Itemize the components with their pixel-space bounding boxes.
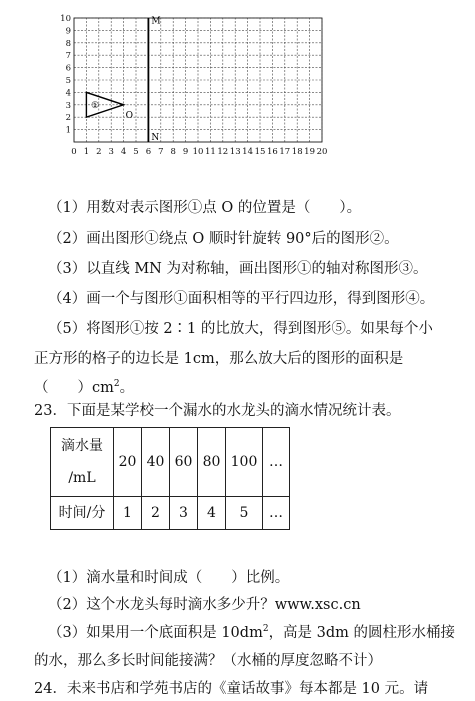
drip-stats-table bbox=[50, 427, 290, 530]
table-cell: 5 bbox=[226, 497, 263, 530]
q22-item-5: （5）将图形①按 2∶1 的比放大，得到图形⑤。如果每个小 bbox=[48, 321, 433, 337]
row-header-drip bbox=[51, 428, 114, 497]
q23-title: 23．下面是某学校一个漏水的水龙头的滴水情况统计表。 bbox=[34, 403, 401, 419]
x-tick-label: 14 bbox=[242, 147, 254, 157]
grid-svg bbox=[54, 8, 329, 160]
x-tick-label: 7 bbox=[158, 147, 164, 157]
y-tick-label: 1 bbox=[65, 125, 71, 136]
table-cell: … bbox=[263, 497, 290, 530]
x-tick-label: 9 bbox=[182, 147, 189, 157]
table-row bbox=[51, 428, 290, 497]
q23-item-2: （2）这个水龙头每时滴水多少升？www.xsc.cn bbox=[48, 597, 361, 613]
x-tick-label: 6 bbox=[145, 147, 152, 157]
x-tick-label: 3 bbox=[108, 147, 114, 157]
table-cell: 3 bbox=[170, 497, 198, 530]
q22-item-4: （4）画一个与图形①面积相等的平行四边形，得到图形④。 bbox=[48, 291, 435, 307]
end-punct: 。 bbox=[119, 380, 135, 396]
table-cell: 1 bbox=[114, 497, 142, 530]
table-cell: 4 bbox=[198, 497, 226, 530]
x-tick-label: 18 bbox=[291, 147, 303, 157]
y-tick-label: 7 bbox=[65, 51, 71, 62]
unit-superscript: 2 bbox=[262, 624, 269, 635]
y-tick-label: 6 bbox=[65, 63, 71, 74]
x-tick-label: 12 bbox=[217, 147, 229, 157]
x-tick-label: 16 bbox=[266, 147, 278, 157]
q22-item-2: （2）画出图形①绕点 O 顺时针旋转 90°后的图形②。 bbox=[48, 231, 399, 247]
label-m: M bbox=[151, 16, 161, 27]
answer-blank: （ ）cm bbox=[34, 380, 114, 396]
y-tick-label: 2 bbox=[65, 113, 71, 124]
x-tick-label: 11 bbox=[204, 147, 216, 157]
table-cell: 20 bbox=[114, 428, 142, 497]
q23-item-3-b: ，高是 3dm 的圆柱形水桶接 bbox=[268, 625, 456, 641]
x-tick-label: 19 bbox=[304, 147, 316, 157]
y-tick-label: 10 bbox=[60, 14, 71, 24]
x-tick-label: 5 bbox=[133, 147, 139, 157]
table-cell: 60 bbox=[170, 428, 198, 497]
q23-item-3-a: （3）如果用一个底面积是 10dm bbox=[48, 625, 263, 641]
row-header-time: 时间/分 bbox=[51, 497, 114, 530]
row-header-drip-line1: 滴水量 bbox=[61, 438, 103, 454]
x-tick-label: 13 bbox=[229, 147, 241, 157]
x-tick-label: 0 bbox=[71, 147, 77, 157]
q22-item-5-answer bbox=[34, 378, 134, 398]
label-n: N bbox=[151, 133, 160, 143]
table-cell: … bbox=[263, 428, 290, 497]
coordinate-grid-figure bbox=[54, 8, 329, 160]
x-tick-label: 20 bbox=[316, 147, 328, 157]
x-tick-label: 17 bbox=[279, 147, 291, 157]
q23-item-1: （1）滴水量和时间成（ ）比例。 bbox=[48, 570, 290, 586]
unit-superscript: 2 bbox=[113, 379, 120, 390]
q23-item-3-cont: 的水，那么多长时间能接满？（水桶的厚度忽略不计） bbox=[34, 653, 382, 669]
point-o-label: O bbox=[125, 110, 133, 121]
table-cell: 100 bbox=[226, 428, 263, 497]
x-tick-label: 15 bbox=[254, 147, 266, 157]
y-tick-label: 3 bbox=[65, 100, 71, 111]
row-header-drip-line2: /mL bbox=[68, 470, 96, 486]
table-cell: 2 bbox=[142, 497, 170, 530]
q23-item-3 bbox=[48, 623, 455, 643]
x-tick-label: 2 bbox=[96, 147, 102, 157]
q22-item-5-cont: 正方形的格子的边长是 1cm，那么放大后的图形的面积是 bbox=[34, 351, 404, 367]
x-tick-label: 1 bbox=[83, 147, 90, 157]
x-tick-label: 10 bbox=[192, 147, 204, 157]
table-cell: 40 bbox=[142, 428, 170, 497]
q24-title: 24．未来书店和学苑书店的《童话故事》每本都是 10 元。请 bbox=[34, 681, 429, 697]
y-tick-label: 8 bbox=[65, 38, 71, 49]
table-row bbox=[51, 497, 290, 530]
q22-item-3: （3）以直线 MN 为对称轴，画出图形①的轴对称图形③。 bbox=[48, 261, 428, 277]
y-tick-label: 5 bbox=[65, 76, 71, 86]
shape-label: ① bbox=[91, 100, 100, 111]
y-tick-label: 9 bbox=[65, 26, 71, 37]
q22-item-1: （1）用数对表示图形①点 O 的位置是（ ）。 bbox=[48, 200, 362, 216]
table-cell: 80 bbox=[198, 428, 226, 497]
x-tick-label: 4 bbox=[120, 147, 127, 157]
y-tick-label: 4 bbox=[65, 88, 71, 99]
x-tick-label: 8 bbox=[170, 147, 176, 157]
